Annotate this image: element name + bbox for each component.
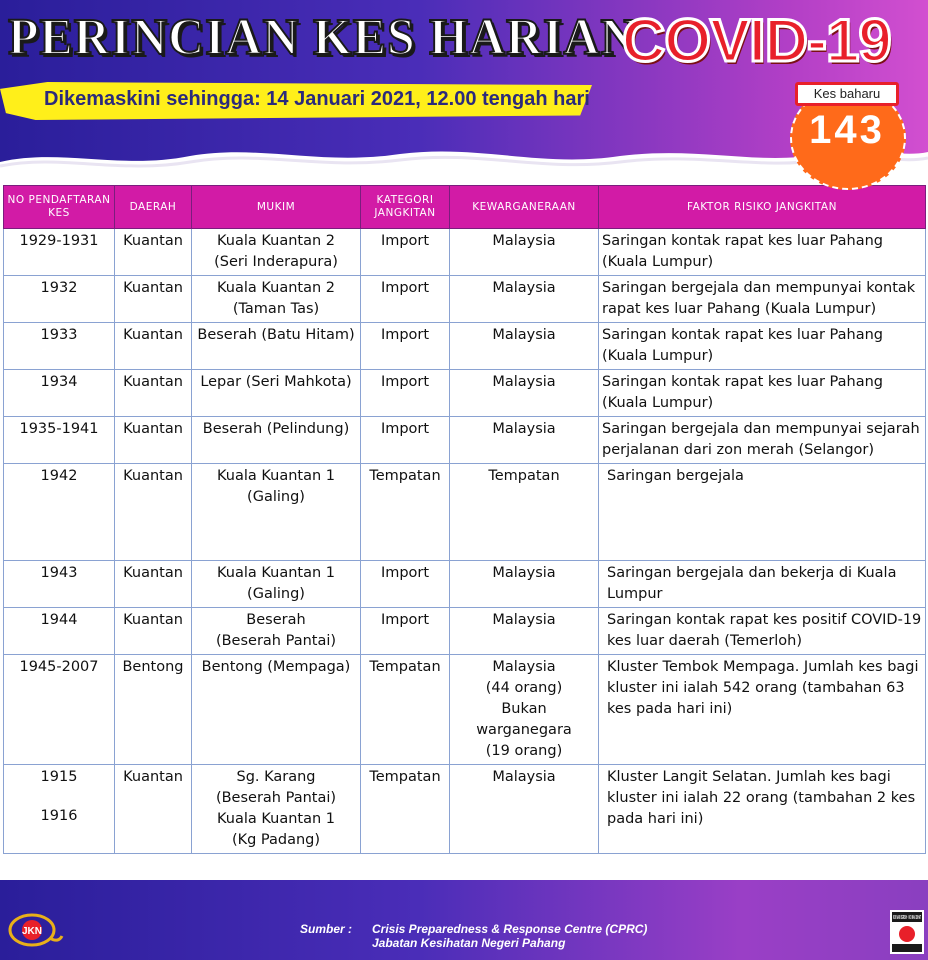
cell-daerah: Kuantan (115, 323, 192, 370)
cell-mukim (192, 464, 361, 561)
cell-kategori: Import (361, 323, 450, 370)
cell-faktor: Saringan kontak rapat kes luar Pahang (Kuala Lumpur) (599, 229, 926, 276)
table-row (4, 765, 926, 854)
header-wave-edge (0, 140, 928, 180)
cell-faktor: Saringan bergejala (599, 464, 926, 561)
warga-line: (19 orang) (485, 743, 563, 759)
mukim-line: Kuala Kuantan 1 (216, 811, 336, 827)
cell-daerah: Kuantan (115, 765, 192, 854)
mukim-line: (Beserah Pantai) (215, 633, 337, 649)
cell-kategori: Tempatan (361, 655, 450, 765)
mukim-line: Sg. Karang (236, 769, 316, 785)
mukim-line: (Kg Padang) (231, 832, 321, 848)
warga-line: warganegara (476, 722, 572, 738)
cell-warga: Malaysia (450, 417, 599, 464)
table-row (4, 464, 926, 561)
col-header-kewarganeraan: KEWARGANERAAN (450, 186, 599, 229)
cell-warga: Malaysia (450, 370, 599, 417)
table-row (4, 323, 926, 370)
jkn-logo-icon (6, 912, 64, 948)
cases-table (3, 185, 926, 854)
mukim-line: (Seri Inderapura) (214, 254, 338, 270)
cell-daerah: Kuantan (115, 370, 192, 417)
cell-daerah: Kuantan (115, 276, 192, 323)
cell-mukim (192, 765, 361, 854)
cell-mukim (192, 229, 361, 276)
cell-daerah: Kuantan (115, 561, 192, 608)
col-header-kategori: KATEGORI JANGKITAN (361, 186, 450, 229)
logo-left-text: JKN (21, 926, 43, 937)
cell-faktor: Kluster Tembok Mempaga. Jumlah kes bagi kluster ini ialah 542 orang (tambahan 63 kes pada hari ini) (599, 655, 926, 765)
cell-mukim (192, 276, 361, 323)
table-row (4, 561, 926, 608)
cell-kategori: Import (361, 561, 450, 608)
source-line-1: Crisis Preparedness & Response Centre (CPRC) (372, 922, 648, 936)
cell-no: 1944 (4, 608, 115, 655)
cell-faktor: Kluster Langit Selatan. Jumlah kes bagi kluster ini ialah 22 orang (tambahan 2 kes pada hari ini) (599, 765, 926, 854)
cell-no: 1945-2007 (4, 655, 115, 765)
cell-mukim: Lepar (Seri Mahkota) (192, 370, 361, 417)
page-title: PERINCIAN KES HARIAN (8, 9, 638, 66)
koi-nak-sihat-logo-icon (890, 910, 924, 954)
mukim-line: Kuala Kuantan 1 (216, 468, 336, 484)
table-row (4, 370, 926, 417)
cell-no: 1942 (4, 464, 115, 561)
cell-kategori: Import (361, 229, 450, 276)
table-header-row (4, 186, 926, 229)
new-cases-count: 143 (809, 108, 885, 152)
col-header-faktor: FAKTOR RISIKO JANGKITAN (599, 186, 926, 229)
cell-warga: Malaysia (450, 608, 599, 655)
cell-warga (450, 655, 599, 765)
cell-warga: Malaysia (450, 276, 599, 323)
table-row (4, 417, 926, 464)
cell-no: 1929-1931 (4, 229, 115, 276)
table-row (4, 229, 926, 276)
cell-no: 1943 (4, 561, 115, 608)
cell-kategori: Import (361, 417, 450, 464)
cell-no: 1935-1941 (4, 417, 115, 464)
col-header-daerah: DAERAH (115, 186, 192, 229)
cell-warga: Malaysia (450, 765, 599, 854)
cell-no: 1934 (4, 370, 115, 417)
cell-kategori: Import (361, 608, 450, 655)
mukim-line: (Taman Tas) (232, 301, 320, 317)
mukim-line: Kuala Kuantan 1 (216, 565, 336, 581)
warga-line: Malaysia (492, 659, 556, 675)
col-header-mukim: MUKIM (192, 186, 361, 229)
cell-kategori: Import (361, 276, 450, 323)
col-header-no: NO PENDAFTARAN KES (4, 186, 115, 229)
cell-mukim: Beserah (Batu Hitam) (192, 323, 361, 370)
covid-title: COVID-19 (622, 7, 891, 74)
cell-kategori: Tempatan (361, 464, 450, 561)
mukim-line: (Galing) (247, 586, 305, 602)
mukim-line: (Galing) (247, 489, 305, 505)
cell-faktor: Saringan bergejala dan mempunyai kontak rapat kes luar Pahang (Kuala Lumpur) (599, 276, 926, 323)
source-label: Sumber : (300, 922, 353, 936)
cell-mukim: Bentong (Mempaga) (192, 655, 361, 765)
cell-daerah: Bentong (115, 655, 192, 765)
mukim-line: (Beserah Pantai) (215, 790, 337, 806)
cell-mukim (192, 608, 361, 655)
cell-kategori: Import (361, 370, 450, 417)
cell-faktor: Saringan bergejala dan bekerja di Kuala Lumpur (599, 561, 926, 608)
new-cases-label: Kes baharu (795, 82, 899, 106)
cell-warga: Malaysia (450, 323, 599, 370)
mukim-line: Kuala Kuantan 2 (216, 233, 336, 249)
cell-no: 1933 (4, 323, 115, 370)
source-line-2: Jabatan Kesihatan Negeri Pahang (372, 936, 566, 950)
cell-faktor: Saringan bergejala dan mempunyai sejarah perjalanan dari zon merah (Selangor) (599, 417, 926, 464)
cell-mukim: Beserah (Pelindung) (192, 417, 361, 464)
cell-faktor: Saringan kontak rapat kes positif COVID-19 kes luar daerah (Temerloh) (599, 608, 926, 655)
warga-line: Bukan (501, 701, 547, 717)
mukim-line: Beserah (246, 612, 306, 628)
cell-kategori: Tempatan (361, 765, 450, 854)
cell-faktor: Saringan kontak rapat kes luar Pahang (Kuala Lumpur) (599, 370, 926, 417)
table-row (4, 608, 926, 655)
cell-warga: Tempatan (450, 464, 599, 561)
cell-mukim (192, 561, 361, 608)
cell-daerah: Kuantan (115, 229, 192, 276)
update-date-text: Dikemaskini sehingga: 14 Januari 2021, 12.00 tengah hari (44, 88, 590, 110)
cell-daerah: Kuantan (115, 417, 192, 464)
cell-faktor: Saringan kontak rapat kes luar Pahang (Kuala Lumpur) (599, 323, 926, 370)
cell-no (4, 765, 115, 854)
cell-warga: Malaysia (450, 561, 599, 608)
no-line: 1915 (40, 769, 78, 785)
table-row (4, 276, 926, 323)
mukim-line: Kuala Kuantan 2 (216, 280, 336, 296)
no-line: 1916 (40, 808, 78, 824)
cell-daerah: Kuantan (115, 464, 192, 561)
logo-right-text: KOI NAK BERSIH · KOI NAK SIHAT (893, 915, 921, 921)
table-row (4, 655, 926, 765)
warga-line: (44 orang) (485, 680, 563, 696)
cell-daerah: Kuantan (115, 608, 192, 655)
cell-warga: Malaysia (450, 229, 599, 276)
cell-no: 1932 (4, 276, 115, 323)
